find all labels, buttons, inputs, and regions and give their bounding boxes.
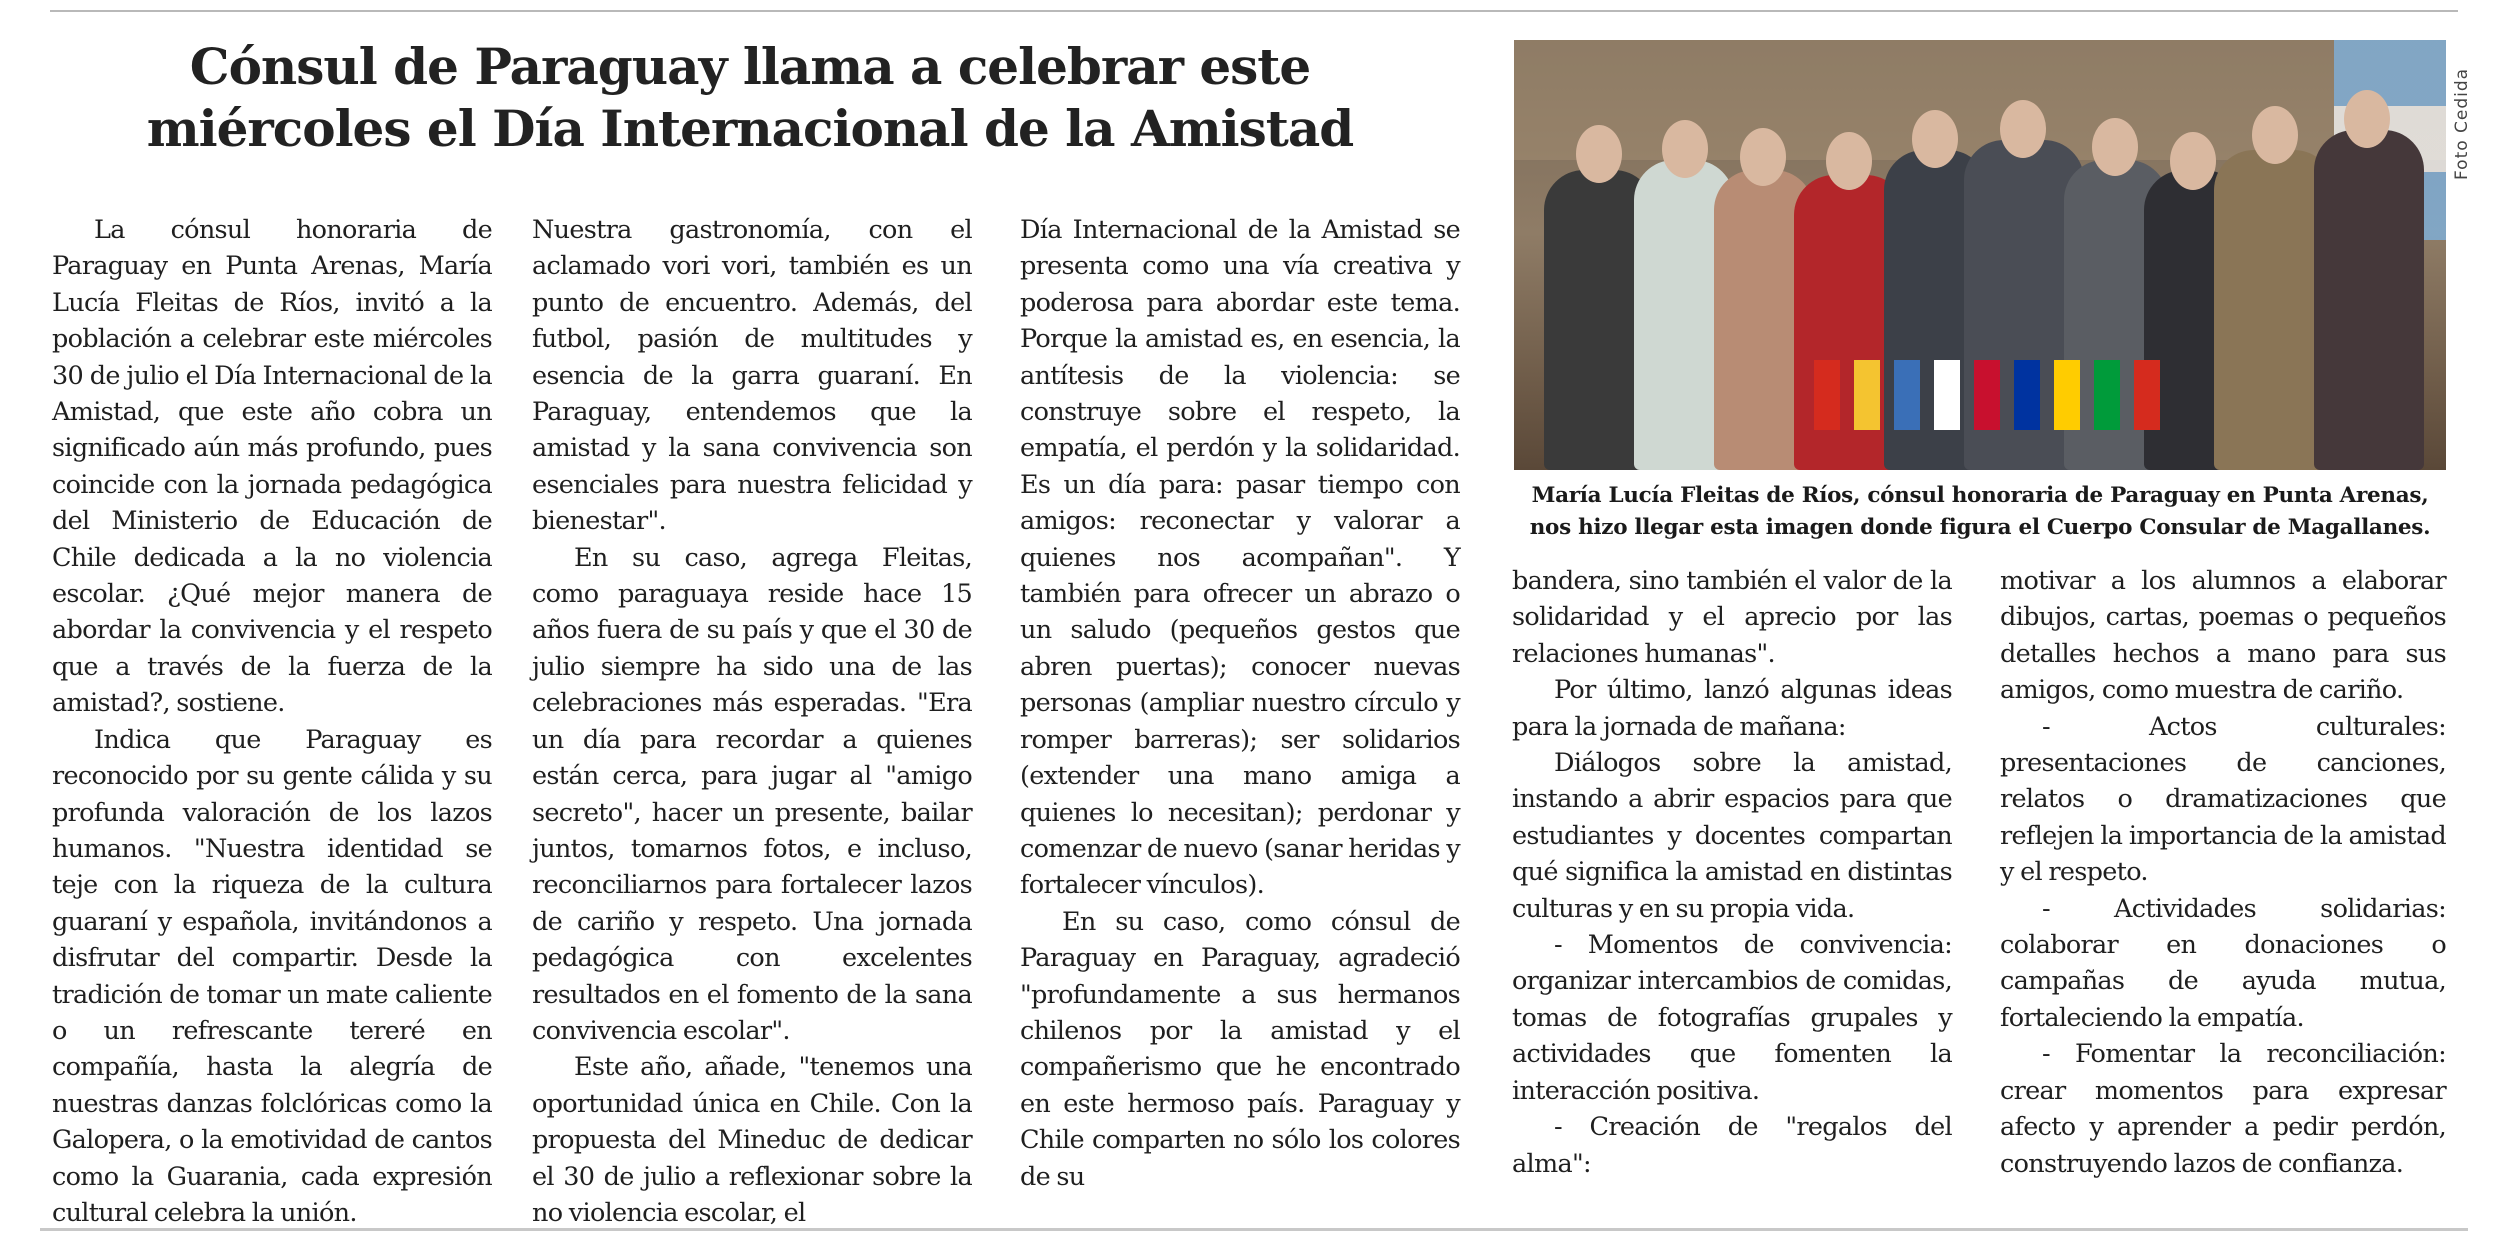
paragraph: - Actividades solidarias: colaborar en donaciones o campañas de ayuda mutua, fortaleciendo la empatía. xyxy=(2000,893,2446,1033)
paragraph: - Fomentar la reconciliación: crear momentos para expresar afecto y aprender a pedir perdón, construyendo lazos de confianza. xyxy=(2000,1039,2446,1179)
article-column-4 xyxy=(1512,563,1952,1182)
article-column-5 xyxy=(2000,563,2446,1182)
paragraph: motivar a los alumnos a elaborar dibujos, cartas, poemas o pequeños detalles hechos a mano para sus amigos, como muestra de cariño. xyxy=(2000,566,2446,706)
paragraph: La cónsul honoraria de Paraguay en Punta Arenas, María Lucía Fleitas de Ríos, invitó a la población a celebrar este miércoles 30 de julio el Día Internacional de la Amistad, que este año cobra un significado aún más profundo, pues coincide con la jornada pedagógica del Ministerio de Educación de Chile dedicada a la no violencia escolar. ¿Qué mejor manera de abordar la convivencia y el respeto que a través de la fuerza de la amistad?, sostiene. xyxy=(52,215,492,719)
caption-line-1: María Lucía Fleitas de Ríos, cónsul honoraria de Paraguay en Punta Arenas, xyxy=(1531,483,2429,508)
caption-line-2: nos hizo llegar esta imagen donde figura el Cuerpo Consular de Magallanes. xyxy=(1529,515,2431,540)
top-rule xyxy=(50,10,2458,12)
paragraph: bandera, sino también el valor de la solidaridad y el aprecio por las relaciones humanas". xyxy=(1512,566,1952,669)
paragraph: - Actos culturales: presentaciones de canciones, relatos o dramatizaciones que reflejen la importancia de la amistad y el respeto. xyxy=(2000,711,2446,888)
paragraph: Por último, lanzó algunas ideas para la jornada de mañana: xyxy=(1512,675,1952,742)
paragraph: - Creación de "regalos del alma": xyxy=(1512,1112,1952,1179)
article-photo xyxy=(1514,40,2446,470)
article-column-1 xyxy=(52,212,492,1231)
bottom-rule xyxy=(40,1228,2468,1231)
paragraph: Nuestra gastronomía, con el aclamado vori vori, también es un punto de encuentro. Además, del futbol, pasión de multitudes y esencia de la garra guaraní. En Paraguay, entendemos que la amistad y la sana convivencia son esenciales para nuestra felicidad y bienestar". xyxy=(532,215,972,537)
paragraph: Día Internacional de la Amistad se presenta como una vía creativa y poderosa para abordar este tema. Porque la amistad es, en esencia, la antítesis de la violencia: se construye sobre el respeto, la empatía, el perdón y la solidaridad. Es un día para: pasar tiempo con amigos: reconectar y valorar a quienes nos acompañan". Y también para ofrecer un abrazo o un saludo (pequeños gestos que abren puertas); conocer nuevas personas (ampliar nuestro círculo y romper barreras); ser solidarios (extender una mano amiga a quienes lo necesitan); perdonar y comenzar de nuevo (sanar heridas y fortalecer vínculos). xyxy=(1020,215,1460,901)
paragraph: Este año, añade, "tenemos una oportunidad única en Chile. Con la propuesta del Mineduc de dedicar el 30 de julio a reflexionar sobre la no violencia escolar, el xyxy=(532,1052,972,1228)
paragraph: Indica que Paraguay es reconocido por su gente cálida y su profunda valoración de los lazos humanos. "Nuestra identidad se teje con la riqueza de la cultura guaraní y española, invitándonos a disfrutar del compartir. Desde la tradición de tomar un mate caliente o un refrescante tereré en compañía, hasta la alegría de nuestras danzas folclóricas como la Galopera, o la emotividad de cantos como la Guarania, cada expresión cultural celebra la unión. xyxy=(52,724,492,1228)
photo-credit: Foto Cedida xyxy=(2452,67,2472,180)
headline-line-1: Cónsul de Paraguay llama a celebrar este xyxy=(189,37,1311,96)
paragraph: Diálogos sobre la amistad, instando a abrir espacios para que estudiantes y docentes compartan qué significa la amistad en distintas culturas y en su propia vida. xyxy=(1512,748,1952,924)
photo-caption xyxy=(1510,480,2450,544)
paragraph: En su caso, como cónsul de Paraguay en Paraguay, agradeció "profundamente a sus hermanos chilenos por la amistad y el compañerismo que he encontrado en este hermoso país. Paraguay y Chile comparten no sólo los colores de su xyxy=(1020,906,1460,1192)
headline-line-2: miércoles el Día Internacional de la Amistad xyxy=(146,99,1354,158)
paragraph: En su caso, agrega Fleitas, como paraguaya reside hace 15 años fuera de su país y que el 30 de julio siempre ha sido una de las celebraciones más esperadas. "Era un día para recordar a quienes están cerca, para jugar al "amigo secreto", hacer un presente, bailar juntos, tomarnos fotos, e incluso, reconciliarnos para fortalecer lazos de cariño y respeto. Una jornada pedagógica con excelentes resultados en el fomento de la sana convivencia escolar". xyxy=(532,542,972,1046)
article-column-3 xyxy=(1020,212,1460,1195)
article-column-2 xyxy=(532,212,972,1231)
paragraph: - Momentos de convivencia: organizar intercambios de comidas, tomas de fotografías grupales y actividades que fomenten la interacción positiva. xyxy=(1512,930,1952,1106)
headline xyxy=(40,36,1460,160)
